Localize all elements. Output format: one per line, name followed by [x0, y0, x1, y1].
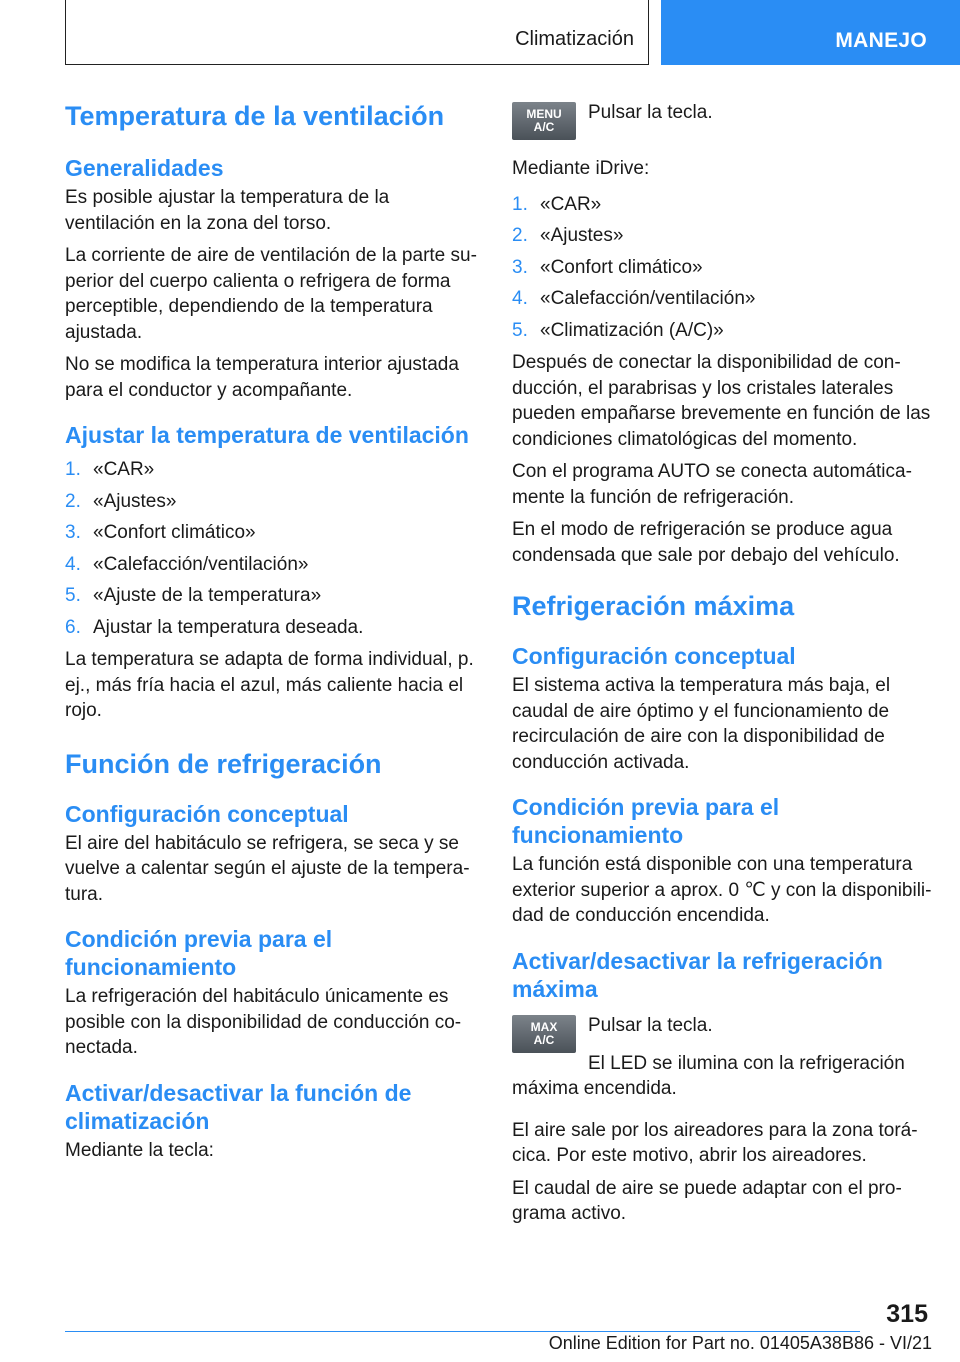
- list-item: [65, 552, 483, 578]
- paragraph: Mediante la tecla:: [65, 1139, 214, 1161]
- paragraph: Pulsar la tecla.: [588, 1014, 713, 1036]
- heading-ventilation-temperature: Temperatura de la ventilación: [65, 101, 445, 131]
- step-text: «Ajustes»: [93, 490, 177, 512]
- heading-toggle-climate: Activar/desactivar la función de climatización: [65, 1079, 412, 1134]
- step-number: 2.: [65, 490, 81, 512]
- paragraph: Es posible ajustar la temperatura de la ventilación en la zona del torso.: [65, 187, 390, 234]
- heading-precondition: Condición previa para el funcionamiento: [512, 794, 780, 848]
- heading-toggle-max-cooling: Activar/desactivar la refrigeración máxima: [512, 947, 883, 1002]
- list-item: [65, 489, 483, 515]
- paragraph: El sistema activa la temperatura más baja, el caudal de aire óptimo y el funcionamiento de recirculación de aire con la disponibilidad de conducción activada.: [512, 675, 891, 773]
- paragraph: La corriente de aire de ventilación de la parte superior del cuerpo calienta o refrigera de forma perceptible, dependiendo de la temperatura ajustada.: [65, 245, 477, 343]
- step-text: «Confort climático»: [93, 522, 256, 543]
- step-text: «Calefacción/ventilación»: [93, 553, 309, 575]
- paragraph: El LED se ilumina con la refrigeración máxima encendida.: [512, 1052, 905, 1099]
- step-number: 5.: [512, 319, 528, 341]
- step-number: 1.: [512, 193, 528, 215]
- paragraph: El aire sale por los aireadores para la zona torácica. Por este motivo, abrir los aireadores.: [512, 1119, 918, 1166]
- key-label: MAX: [530, 1019, 558, 1034]
- key-label: MENU: [526, 107, 562, 121]
- edition-note: Online Edition for Part no. 01405A38B86 - VI/21: [548, 1333, 932, 1353]
- left-column: [65, 100, 483, 1170]
- step-text: Ajustar la temperatura deseada.: [93, 616, 364, 638]
- menu-ac-key-icon: [512, 102, 576, 140]
- list-item: [512, 255, 932, 281]
- section-title: Climatización: [515, 28, 634, 50]
- paragraph: La función está disponible con una temperatura exterior superior a aprox. 0 ℃ y con la disponibilidad de conducción encendida.: [512, 854, 932, 926]
- step-text: «CAR»: [540, 193, 602, 215]
- list-item: [512, 223, 932, 249]
- step-number: 4.: [512, 288, 528, 309]
- max-ac-key-icon: [512, 1015, 576, 1053]
- step-text: «CAR»: [93, 459, 155, 480]
- heading-precondition: Condición previa para el funcionamiento: [65, 926, 333, 980]
- heading-concept: Configuración conceptual: [512, 643, 796, 669]
- step-text: «Ajustes»: [540, 225, 624, 246]
- steps-list: [65, 457, 483, 640]
- paragraph: La refrigeración del habitáculo únicamente es posible con la disponibilidad de conducción conectada.: [65, 986, 462, 1058]
- paragraph: El aire del habitáculo se refrigera, se seca y se vuelve a calentar según el ajuste de la temperatura.: [65, 832, 470, 905]
- step-number: 5.: [65, 585, 81, 606]
- paragraph: Con el programa AUTO se conecta automáticamente la función de refrigeración.: [512, 461, 912, 508]
- heading-cooling-function: Función de refrigeración: [65, 748, 382, 779]
- menu-key-row: [512, 100, 932, 140]
- page-number: 315: [886, 1300, 928, 1328]
- footer-divider: [65, 1331, 860, 1332]
- step-number: 3.: [65, 522, 81, 543]
- list-item: [65, 520, 483, 546]
- heading-adjust-temperature: Ajustar la temperatura de ventilación: [65, 422, 469, 448]
- chapter-tab-label: MANEJO: [835, 29, 927, 52]
- step-number: 3.: [512, 256, 528, 278]
- right-column: [512, 100, 932, 1234]
- step-text: «Calefacción/ventilación»: [540, 288, 756, 309]
- paragraph: En el modo de refrigeración se produce agua condensada que sale por debajo del vehículo.: [512, 519, 900, 566]
- step-text: «Ajuste de la temperatura»: [93, 585, 322, 606]
- max-key-row: [512, 1013, 932, 1053]
- heading-max-cooling: Refrigeración máxima: [512, 591, 795, 621]
- step-number: 6.: [65, 616, 81, 638]
- paragraph: El caudal de aire se puede adaptar con el programa activo.: [512, 1177, 902, 1224]
- chapter-tab: [661, 0, 960, 65]
- paragraph: Pulsar la tecla.: [588, 102, 713, 123]
- step-number: 1.: [65, 459, 81, 480]
- paragraph: La temperatura se adapta de forma individual, p. ej., más fría hacia el azul, más caliente hacia el rojo.: [65, 649, 474, 721]
- key-label: A/C: [533, 1032, 555, 1047]
- list-item: [512, 286, 932, 312]
- header-section-box: [65, 0, 649, 65]
- step-text: «Climatización (A/C)»: [540, 319, 724, 341]
- list-item: [512, 318, 932, 344]
- paragraph: Mediante iDrive:: [512, 158, 650, 179]
- list-item: [65, 583, 483, 609]
- paragraph: Después de conectar la disponibilidad de conducción, el parabrisas y los cristales laterales pueden empañarse brevemente en función de las condiciones climatológicas del momento.: [512, 352, 931, 450]
- step-number: 2.: [512, 225, 528, 246]
- paragraph: No se modifica la temperatura interior ajustada para el conductor y acompañante.: [65, 354, 459, 401]
- heading-concept: Configuración conceptual: [65, 800, 349, 827]
- list-item: [65, 615, 483, 641]
- list-item: [65, 457, 483, 483]
- key-label: A/C: [533, 120, 555, 134]
- steps-list: [512, 192, 932, 344]
- list-item: [512, 192, 932, 218]
- step-text: «Confort climático»: [540, 256, 703, 278]
- step-number: 4.: [65, 553, 81, 575]
- heading-general: Generalidades: [65, 155, 224, 181]
